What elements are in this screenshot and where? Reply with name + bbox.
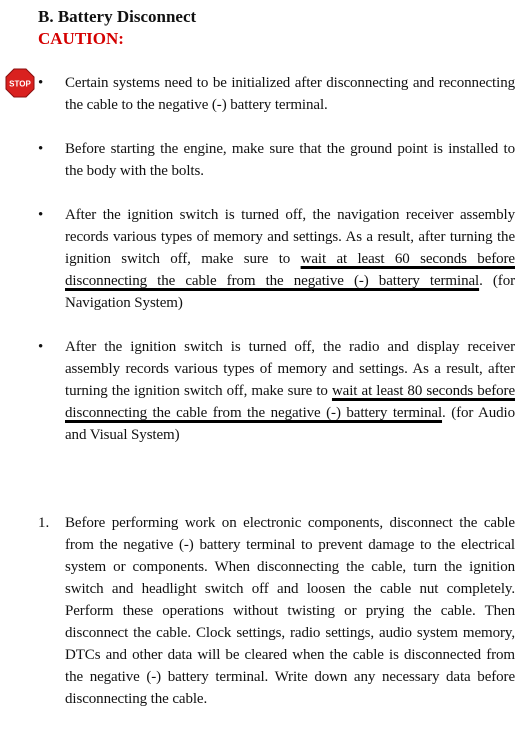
caution-text: After the ignition switch is turned off, the navigation receiver assembly records various types of memory and settings. As a result, after turning the ignition switch off, make sure to [65, 207, 515, 267]
section-heading: B. Battery Disconnect [38, 7, 197, 26]
caution-item-4 [65, 336, 515, 446]
step-1-text: Before performing work on electronic components, disconnect the cable from the negative (-) battery terminal to prevent damage to the electrical system or components. When disconnecting the cable, turn the ignition switch and headlight switch off and loosen the cable nut completely. Perform these operations without twisting or prying the cable. Then disconnect the cable. Clock settings, radio settings, audio system memory, DTCs and other data will be cleared when the cable is disconnected from the negative (-) battery terminal. Write down any necessary data before disconnecting the cable. [65, 515, 515, 707]
stop-sign-icon [5, 68, 35, 98]
caution-text: Before starting the engine, make sure that the ground point is installed to the body with the bolts. [65, 141, 515, 179]
caution-note: . (for Navigation System) [65, 273, 515, 311]
caution-item-1 [65, 72, 515, 116]
underlined-warning: wait at least 60 seconds before disconnecting the cable from the negative (-) battery terminal [65, 251, 515, 289]
caution-label: CAUTION: [38, 29, 124, 48]
underlined-warning: wait at least 80 seconds before disconnecting the cable from the negative (-) battery terminal [65, 383, 516, 421]
bullet: • [38, 75, 44, 91]
caution-text: After the ignition switch is turned off, the radio and display receiver assembly records various types of memory and settings. As a result, after turning the ignition switch off, make sure to [65, 339, 515, 399]
step-number: 1. [38, 515, 50, 531]
bullet: • [38, 339, 44, 355]
bullet: • [38, 141, 44, 157]
caution-item-3 [65, 204, 515, 314]
caution-text: Certain systems need to be initialized after disconnecting and reconnecting the cable to the negative (-) battery terminal. [65, 75, 515, 113]
caution-note: . (for Audio and Visual System) [65, 405, 515, 443]
stop-icon-text: STOP [9, 79, 31, 89]
bullet: • [38, 207, 44, 223]
caution-item-2 [65, 138, 515, 182]
